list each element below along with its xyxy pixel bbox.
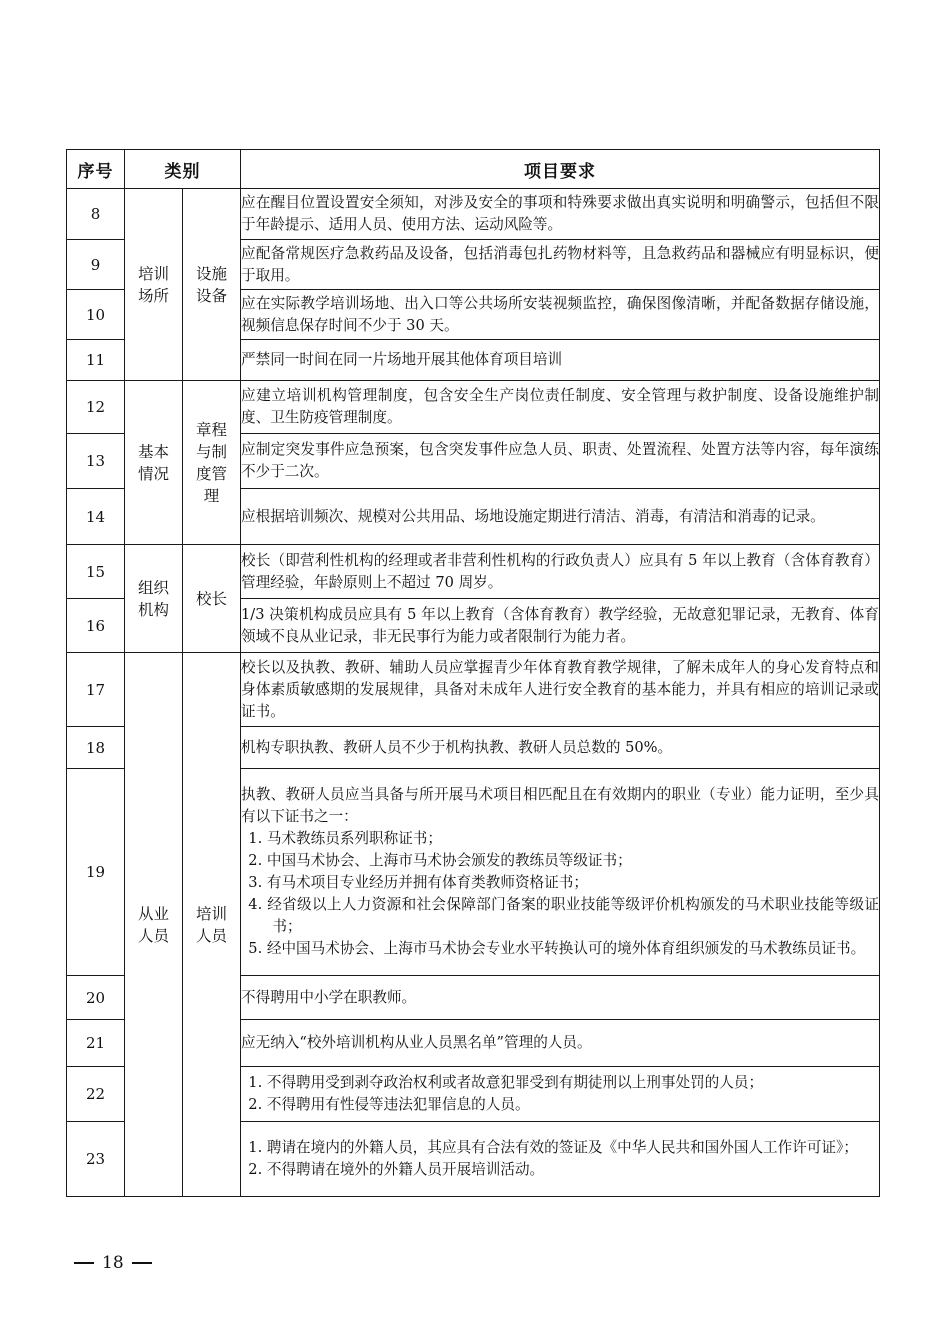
header-requirement: 项目要求 bbox=[241, 150, 880, 189]
table-row bbox=[67, 653, 880, 727]
requirement-text: 校长以及执教、教研、辅助人员应掌握青少年体育教育教学规律，了解未成年人的身心发育特点和身体素质敏感期的发展规律，具备对未成年人进行安全教育的基本能力，并具有相应的培训记录或证书。 bbox=[241, 658, 879, 720]
table-header-row bbox=[67, 150, 880, 189]
subcategory-principal-label: 校长 bbox=[195, 589, 227, 608]
table-row bbox=[67, 381, 880, 434]
table-row bbox=[67, 189, 880, 240]
row-number: 15 bbox=[67, 545, 125, 599]
requirement-text: 应建立培训机构管理制度，包含安全生产岗位责任制度、安全管理与救护制度、设备设施维护制度、卫生防疫管理制度。 bbox=[241, 387, 879, 426]
subcategory-trainers-label: 培训人员 bbox=[195, 904, 227, 945]
requirement-list-item: 2. 不得聘用有性侵等违法犯罪信息的人员。 bbox=[248, 1096, 530, 1113]
requirement-text: 执教、教研人员应当具备与所开展马术项目相匹配且在有效期内的职业（专业）能力证明，至少具有以下证书之一： bbox=[241, 786, 879, 825]
requirement-text: 校长（即营利性机构的经理或者非营利性机构的行政负责人）应具有 5 年以上教育（含体育教育）管理经验，年龄原则上不超过 70 周岁。 bbox=[241, 551, 879, 591]
category-staff bbox=[125, 653, 183, 1197]
row-number: 18 bbox=[67, 727, 125, 769]
requirement-list-item: 2. 中国马术协会、上海市马术协会颁发的教练员等级证书； bbox=[248, 852, 632, 869]
row-number: 11 bbox=[67, 340, 125, 381]
category-venue bbox=[125, 189, 183, 381]
row-number: 12 bbox=[67, 381, 125, 434]
row-number: 8 bbox=[67, 189, 125, 240]
requirement-cell bbox=[241, 976, 880, 1020]
category-staff-label: 从业人员 bbox=[137, 904, 169, 945]
requirement-list-item: 4. 经省级以上人力资源和社会保障部门备案的职业技能等级评价机构颁发的马术职业技能等级证书； bbox=[248, 896, 879, 935]
category-org-label: 组织机构 bbox=[137, 578, 169, 619]
requirement-list-item: 3. 有马术项目专业经历并拥有体育类教师资格证书； bbox=[248, 874, 588, 891]
table-row bbox=[67, 545, 880, 599]
requirement-cell bbox=[241, 1122, 880, 1197]
requirement-cell bbox=[241, 545, 880, 599]
header-category: 类别 bbox=[125, 150, 241, 189]
requirement-cell bbox=[241, 189, 880, 240]
row-number: 22 bbox=[67, 1067, 125, 1122]
category-basic-label: 基本情况 bbox=[137, 442, 169, 483]
requirement-text: 应在实际教学培训场地、出入口等公共场所安装视频监控，确保图像清晰，并配备数据存储设施，视频信息保存时间不少于 30 天。 bbox=[241, 294, 879, 334]
row-number: 21 bbox=[67, 1020, 125, 1067]
row-number: 10 bbox=[67, 290, 125, 340]
subcategory-principal bbox=[183, 545, 241, 653]
subcategory-trainers bbox=[183, 653, 241, 1197]
header-num: 序号 bbox=[67, 150, 125, 189]
row-number: 14 bbox=[67, 489, 125, 545]
requirement-text: 应配备常规医疗急救药品及设备，包括消毒包扎药物材料等，且急救药品和器械应有明显标识，便于取用。 bbox=[241, 244, 879, 284]
subcategory-facilities-label: 设施设备 bbox=[195, 264, 227, 305]
requirement-text: 应无纳入“校外培训机构从业人员黑名单”管理的人员。 bbox=[241, 1034, 592, 1051]
requirement-list-item: 1. 聘请在境内的外籍人员，其应具有合法有效的签证及《中华人民共和国外国人工作许可证》； bbox=[248, 1139, 858, 1156]
row-number: 23 bbox=[67, 1122, 125, 1197]
requirement-cell bbox=[241, 290, 880, 340]
category-venue-label: 培训场所 bbox=[137, 264, 169, 305]
category-basic bbox=[125, 381, 183, 545]
requirement-text: 1/3 决策机构成员应具有 5 年以上教育（含体育教育）教学经验，无故意犯罪记录，无教育、体育领域不良从业记录，非无民事行为能力或者限制行为能力者。 bbox=[241, 605, 879, 645]
requirement-cell bbox=[241, 769, 880, 976]
page-footer bbox=[66, 1253, 160, 1273]
subcategory-rules-label: 章程与制度管理 bbox=[195, 420, 227, 505]
requirement-cell bbox=[241, 1020, 880, 1067]
row-number: 9 bbox=[67, 240, 125, 290]
footer-dash-left bbox=[74, 1262, 94, 1264]
requirement-cell bbox=[241, 653, 880, 727]
requirement-cell bbox=[241, 381, 880, 434]
requirement-list-item: 1. 马术教练员系列职称证书； bbox=[248, 830, 442, 847]
requirement-cell bbox=[241, 240, 880, 290]
requirement-cell bbox=[241, 489, 880, 545]
requirements-table bbox=[66, 149, 880, 1197]
requirement-cell bbox=[241, 727, 880, 769]
row-number: 16 bbox=[67, 599, 125, 653]
requirement-text: 不得聘用中小学在职教师。 bbox=[241, 988, 417, 1006]
page-number: 18 bbox=[102, 1253, 124, 1273]
requirement-list-item: 2. 不得聘请在境外的外籍人员开展培训活动。 bbox=[248, 1161, 545, 1178]
requirement-cell bbox=[241, 340, 880, 381]
row-number: 17 bbox=[67, 653, 125, 727]
requirement-text: 应制定突发事件应急预案，包含突发事件应急人员、职责、处置流程、处置方法等内容，每年演练不少于二次。 bbox=[241, 441, 879, 480]
footer-dash-right bbox=[132, 1262, 152, 1264]
row-number: 19 bbox=[67, 769, 125, 976]
requirement-cell bbox=[241, 599, 880, 653]
subcategory-rules bbox=[183, 381, 241, 545]
requirement-text: 应在醒目位置设置安全须知，对涉及安全的事项和特殊要求做出真实说明和明确警示，包括但不限于年龄提示、适用人员、使用方法、运动风险等。 bbox=[241, 194, 879, 233]
requirement-text: 严禁同一时间在同一片场地开展其他体育项目培训 bbox=[241, 351, 563, 368]
requirement-list-item: 5. 经中国马术协会、上海市马术协会专业水平转换认可的境外体育组织颁发的马术教练员证书。 bbox=[248, 940, 866, 957]
requirement-list-item: 1. 不得聘用受到剥夺政治权利或者故意犯罪受到有期徒刑以上刑事处罚的人员； bbox=[248, 1074, 764, 1091]
requirement-text: 应根据培训频次、规模对公共用品、场地设施定期进行清洁、消毒，有清洁和消毒的记录。 bbox=[241, 507, 825, 525]
requirement-cell bbox=[241, 434, 880, 489]
subcategory-facilities bbox=[183, 189, 241, 381]
row-number: 20 bbox=[67, 976, 125, 1020]
category-org bbox=[125, 545, 183, 653]
requirement-cell bbox=[241, 1067, 880, 1122]
row-number: 13 bbox=[67, 434, 125, 489]
requirement-text: 机构专职执教、教研人员不少于机构执教、教研人员总数的 50%。 bbox=[241, 738, 673, 756]
